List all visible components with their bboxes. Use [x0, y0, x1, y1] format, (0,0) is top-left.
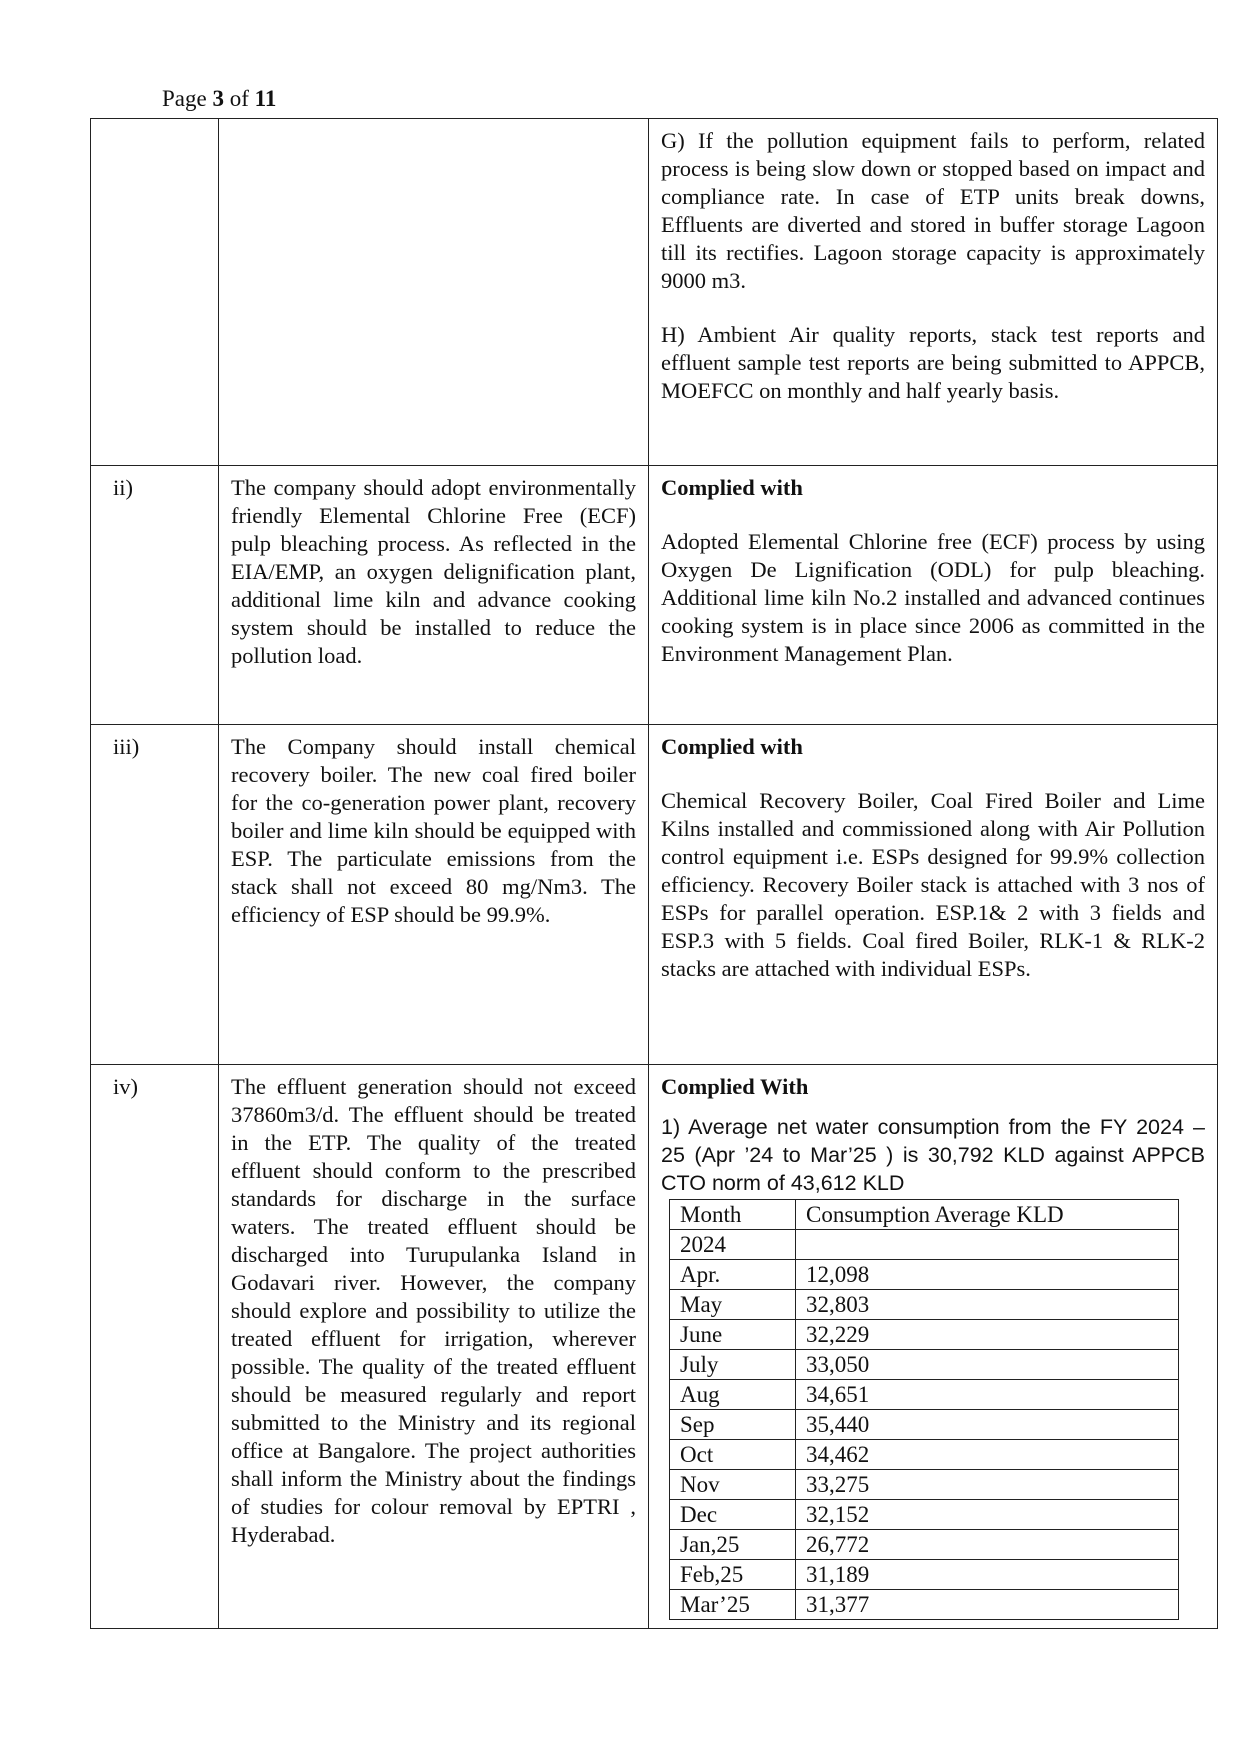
table-row [670, 1470, 1179, 1500]
condition-cell [219, 725, 649, 1065]
month-cell: Nov [670, 1470, 796, 1500]
table-row [670, 1290, 1179, 1320]
compliance-status: Complied With [661, 1074, 809, 1099]
table-row [91, 725, 1218, 1065]
table-row [670, 1380, 1179, 1410]
compliance-paragraph: G) If the pollution equipment fails to perform, related process is being slow down or stopped based on impact and compliance rate. In case of ETP units break downs, Effluents are diverted and stored in buffer storage Lagoon till its rectifies. Lagoon storage capacity is approximately 9000 m3. [661, 128, 1205, 293]
condition-cell [219, 466, 649, 725]
condition-text: The Company should install chemical recovery boiler. The new coal fired boiler for the co-generation power plant, recovery boiler and lime kiln should be equipped with ESP. The particulate emissions from the stack shall not exceed 80 mg/Nm3. The efficiency of ESP should be 99.9%. [231, 734, 636, 927]
water-consumption-table [669, 1199, 1179, 1620]
page-number-header [162, 86, 276, 112]
month-cell: Dec [670, 1500, 796, 1530]
row-number-cell [91, 1065, 219, 1629]
value-cell: 12,098 [796, 1260, 1179, 1290]
table-header-row [670, 1200, 1179, 1230]
table-row [670, 1440, 1179, 1470]
table-row [91, 466, 1218, 725]
condition-cell [219, 1065, 649, 1629]
compliance-cell [649, 1065, 1218, 1629]
compliance-paragraph: Adopted Elemental Chlorine free (ECF) process by using Oxygen De Lignification (ODL) for pulp bleaching. Additional lime kiln No.2 installed and advanced continues cooking system is in place since 2006 as committed in the Environment Management Plan. [661, 529, 1205, 666]
month-cell: Mar’25 [670, 1590, 796, 1620]
compliance-status: Complied with [661, 734, 803, 759]
compliance-paragraph: H) Ambient Air quality reports, stack test reports and effluent sample test reports are being submitted to APPCB, MOEFCC on monthly and half yearly basis. [661, 322, 1205, 403]
condition-text: The effluent generation should not exceed 37860m3/d. The effluent should be treated in the ETP. The quality of the treated effluent should conform to the prescribed standards for discharge in the surface waters. The treated effluent should be discharged into Turupulanka Island in Godavari river. However, the company should explore and possibility to utilize the treated effluent for irrigation, wherever possible. The quality of the treated effluent should be measured regularly and report submitted to the Ministry and its regional office at Bangalore. The project authorities shall inform the Ministry about the findings of studies for colour removal by EPTRI , Hyderabad. [231, 1074, 636, 1547]
table-row [670, 1410, 1179, 1440]
value-cell: 26,772 [796, 1530, 1179, 1560]
table-row [91, 1065, 1218, 1629]
page-number: 3 [212, 86, 224, 111]
page-label: Page [162, 86, 207, 111]
table-row [670, 1230, 1179, 1260]
month-cell: July [670, 1350, 796, 1380]
value-cell: 31,189 [796, 1560, 1179, 1590]
compliance-table [90, 118, 1218, 1629]
compliance-cell [649, 725, 1218, 1065]
column-header-month: Month [670, 1200, 796, 1230]
table-row [91, 119, 1218, 466]
table-row [670, 1560, 1179, 1590]
value-cell: 32,803 [796, 1290, 1179, 1320]
column-header-consumption: Consumption Average KLD [796, 1200, 1179, 1230]
table-row [670, 1590, 1179, 1620]
compliance-cell [649, 119, 1218, 466]
compliance-paragraph: Chemical Recovery Boiler, Coal Fired Boiler and Lime Kilns installed and commissioned along with Air Pollution control equipment i.e. ESPs designed for 99.9% collection efficiency. Recovery Boiler stack is attached with 3 nos of ESPs for parallel operation. ESP.1& 2 with 3 fields and ESP.3 with 5 fields. Coal fired Boiler, RLK-1 & RLK-2 stacks are attached with individual ESPs. [661, 788, 1205, 981]
compliance-status: Complied with [661, 475, 803, 500]
value-cell: 33,050 [796, 1350, 1179, 1380]
value-cell: 35,440 [796, 1410, 1179, 1440]
table-row [670, 1320, 1179, 1350]
month-cell: May [670, 1290, 796, 1320]
row-number-cell [91, 725, 219, 1065]
compliance-paragraph: 1) Average net water consumption from the FY 2024 – 25 (Apr ’24 to Mar’25 ) is 30,792 KLD against APPCB CTO norm of 43,612 KLD [661, 1115, 1205, 1195]
month-cell: Aug [670, 1380, 796, 1410]
value-cell: 31,377 [796, 1590, 1179, 1620]
condition-cell [219, 119, 649, 466]
month-cell: Feb,25 [670, 1560, 796, 1590]
row-number-cell [91, 466, 219, 725]
page-total: 11 [254, 86, 277, 111]
page-of-label: of [229, 86, 249, 111]
compliance-cell [649, 466, 1218, 725]
value-cell: 34,651 [796, 1380, 1179, 1410]
table-row [670, 1260, 1179, 1290]
month-cell: Apr. [670, 1260, 796, 1290]
row-number-cell [91, 119, 219, 466]
month-cell: Jan,25 [670, 1530, 796, 1560]
month-cell: 2024 [670, 1230, 796, 1260]
value-cell: 32,152 [796, 1500, 1179, 1530]
condition-text: The company should adopt environmentally friendly Elemental Chlorine Free (ECF) pulp bleaching process. As reflected in the EIA/EMP, an oxygen delignification plant, additional lime kiln and advance cooking system should be installed to reduce the pollution load. [231, 475, 636, 668]
value-cell: 34,462 [796, 1440, 1179, 1470]
value-cell [796, 1230, 1179, 1260]
month-cell: Sep [670, 1410, 796, 1440]
month-cell: Oct [670, 1440, 796, 1470]
table-row [670, 1500, 1179, 1530]
table-row [670, 1350, 1179, 1380]
value-cell: 32,229 [796, 1320, 1179, 1350]
row-number: iii) [113, 734, 140, 759]
value-cell: 33,275 [796, 1470, 1179, 1500]
month-cell: June [670, 1320, 796, 1350]
table-row [670, 1530, 1179, 1560]
row-number: ii) [113, 475, 133, 500]
row-number: iv) [113, 1074, 138, 1099]
